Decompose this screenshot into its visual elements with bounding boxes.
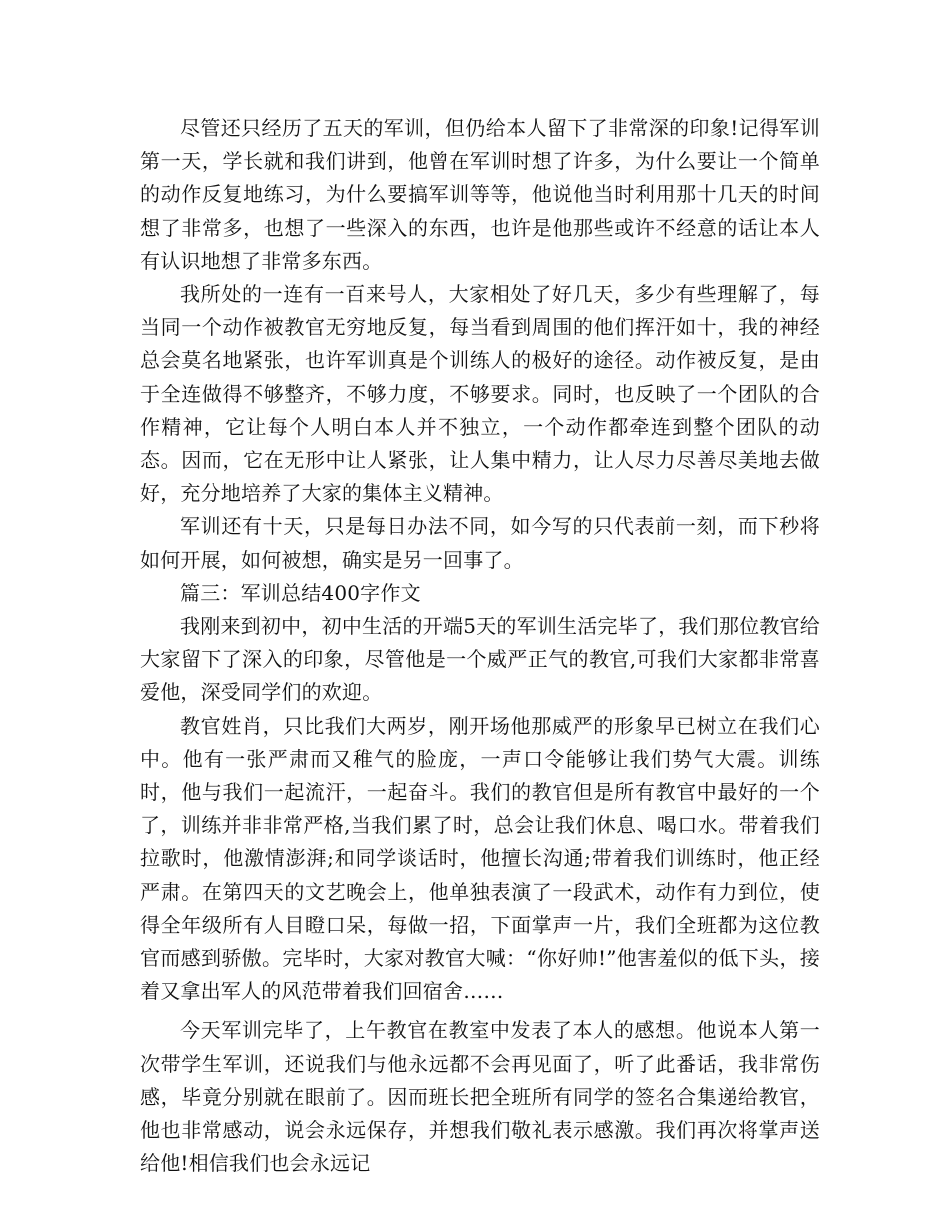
section-heading: 篇三：军训总结400字作文 xyxy=(180,580,421,605)
document-body xyxy=(140,112,820,1181)
paragraph-3: 军训还有十天，只是每日办法不同，如今写的只代表前一刻，而下秒将如何开展，如何被想，确实是另一回事了。 xyxy=(140,514,820,572)
paragraph-2: 我所处的一连有一百来号人，大家相处了好几天，多少有些理解了，每当同一个动作被教官无穷地反复，每当看到周围的他们挥汗如十，我的神经总会莫名地紧张，也许军训真是个训练人的极好的途径。动作被反复，是由于全连做得不够整齐，不够力度，不够要求。同时，也反映了一个团队的合作精神，它让每个人明白本人并不独立，一个动作都牵连到整个团队的动态。因而，它在无形中让人紧张，让人集中精力，让人尽力尽善尽美地去做好，充分地培养了大家的集体主义精神。 xyxy=(140,282,820,506)
paragraph-5: 教官姓肖，只比我们大两岁，刚开场他那威严的形象早已树立在我们心中。他有一张严肃而又稚气的脸庞，一声口令能够让我们势气大震。训练时，他与我们一起流汗，一起奋斗。我们的教官但是所有教官中最好的一个了，训练并非非常严格,当我们累了时，总会让我们休息、喝口水。带着我们拉歌时，他激情澎湃;和同学谈话时，他擅长沟通;带着我们训练时，他正经严肃。在第四天的文艺晚会上，他单独表演了一段武术，动作有力到位，使得全年级所有人目瞪口呆，每做一招，下面掌声一片，我们全班都为这位教官而感到骄傲。完毕时，大家对教官大喊：“你好帅!”他害羞似的低下头，接着又拿出军人的风范带着我们回宿舍…… xyxy=(140,713,820,1004)
paragraph-4: 我刚来到初中，初中生活的开端5天的军训生活完毕了，我们那位教官给大家留下了深入的印象，尽管他是一个威严正气的教官,可我们大家都非常喜爱他，深受同学们的欢迎。 xyxy=(140,614,820,705)
paragraph-6: 今天军训完毕了，上午教官在教室中发表了本人的感想。他说本人第一次带学生军训，还说我们与他永远都不会再见面了，听了此番话，我非常伤感，毕竟分别就在眼前了。因而班长把全班所有同学的签名合集递给教官，他也非常感动，说会永远保存，并想我们敬礼表示感激。我们再次将掌声送给他!相信我们也会永远记 xyxy=(140,1018,820,1176)
paragraph-1: 尽管还只经历了五天的军训，但仍给本人留下了非常深的印象!记得军训第一天，学长就和我们讲到，他曾在军训时想了许多，为什么要让一个简单的动作反复地练习，为什么要搞军训等等，他说他当时利用那十几天的时间想了非常多，也想了一些深入的东西，也许是他那些或许不经意的话让本人有认识地想了非常多东西。 xyxy=(140,116,820,273)
